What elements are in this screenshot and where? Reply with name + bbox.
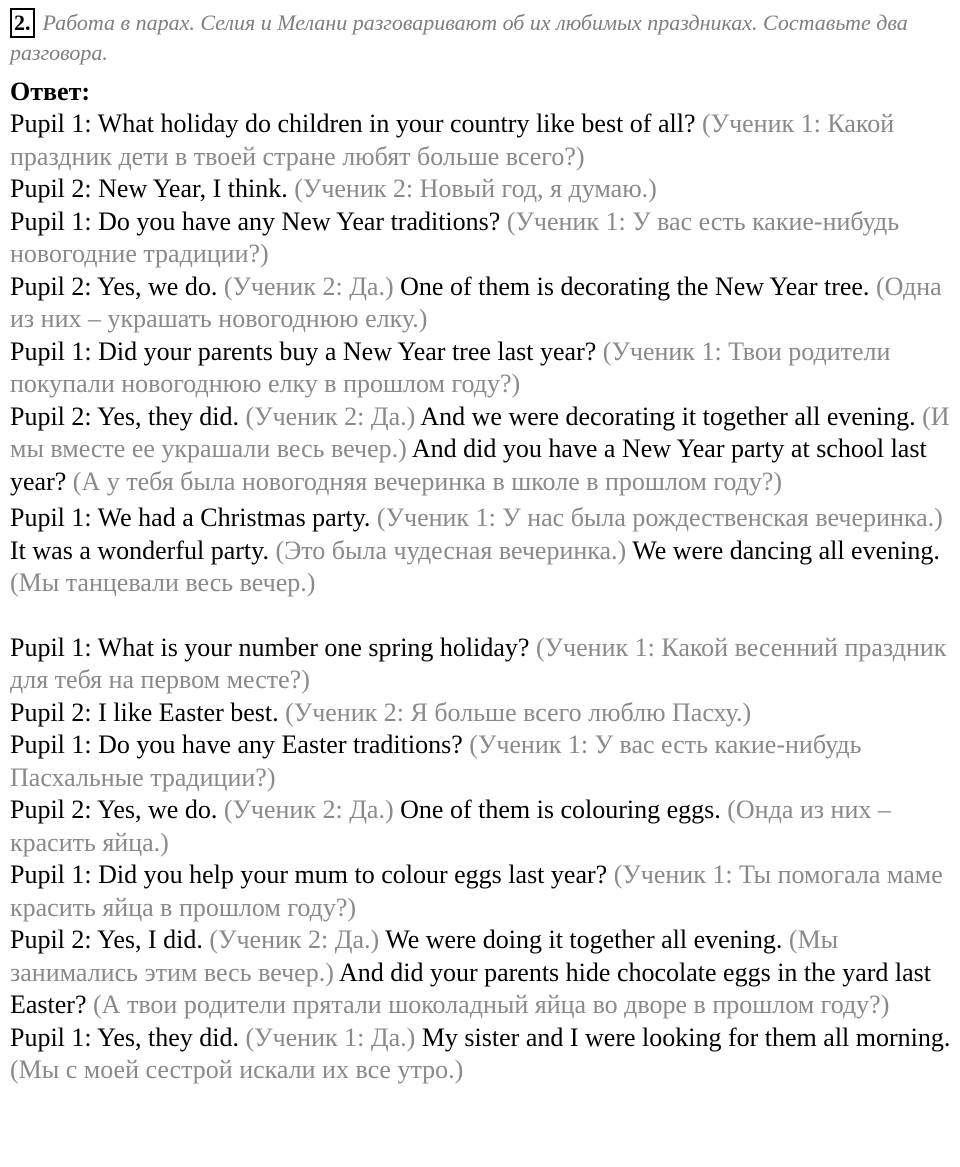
translation-text: (А твои родители прятали шоколадный яйца во дворе в прошлом году?) <box>93 990 890 1019</box>
translation-text: (А у тебя была новогодняя вечеринка в школе в прошлом году?) <box>72 466 783 496</box>
english-text: We were doing it together all evening. <box>385 925 789 954</box>
english-text: Pupil 1: Did you help your mum to colour eggs last year? <box>10 860 614 889</box>
dialogue-line <box>10 502 955 600</box>
translation-text: (Ученик 1: У вас есть какие-нибудь новогодние традиции?) <box>10 206 900 268</box>
translation-text: (Одна из них – украшать новогоднюю елку.) <box>10 271 942 333</box>
dialogue-new-year <box>10 108 955 600</box>
translation-text: (Ученик 2: Да.) <box>209 925 386 954</box>
dialogue-line <box>10 206 955 271</box>
dialogue-line <box>10 794 955 859</box>
english-text: Pupil 2: Yes, we do. <box>10 795 224 824</box>
english-text: Pupil 2: Yes, they did. <box>10 401 246 431</box>
task-header <box>10 8 955 68</box>
dialogue-line <box>10 632 955 697</box>
english-text: Pupil 2: New Year, I think. <box>10 174 295 203</box>
translation-text: (Мы танцевали весь вечер.) <box>10 568 316 597</box>
english-text: It was a wonderful party. <box>10 535 276 565</box>
translation-text: (Мы с моей сестрой искали их все утро.) <box>10 1055 464 1084</box>
english-text: Pupil 1: Do you have any Easter traditions? <box>10 730 470 759</box>
english-text: And did your parents hide chocolate eggs in the yard last Easter? <box>10 957 931 1019</box>
translation-text: (Ученик 2: Да.) <box>245 401 421 431</box>
translation-text: (И мы вместе ее украшали весь вечер.) <box>10 401 950 463</box>
english-text: Pupil 2: I like Easter best. <box>10 697 286 727</box>
dialogue-line <box>10 1022 955 1087</box>
dialogue-line <box>10 336 955 401</box>
task-instruction: Работа в парах. Селия и Мелани разговаривают об их любимых праздниках. Составьте два разговора. <box>10 10 908 65</box>
english-text: One of them is colouring eggs. <box>400 795 728 824</box>
translation-text: (Это была чудесная вечеринка.) <box>275 535 633 565</box>
english-text: And we were decorating it together all evening. <box>420 401 923 431</box>
english-text: One of them is decorating the New Year tree. <box>400 271 876 301</box>
answer-label: Ответ: <box>10 77 91 106</box>
translation-text: (Ученик 1: Какой весенний праздник для тебя на первом месте?) <box>10 632 947 694</box>
english-text: Pupil 2: Yes, I did. <box>10 925 210 954</box>
task-number: 2. <box>10 8 35 38</box>
translation-text: (Ученик 1: Какой праздник дети в твоей стране любят больше всего?) <box>10 109 895 171</box>
translation-text: (Ученик 2: Новый год, я думаю.) <box>294 174 657 203</box>
english-text: Pupil 1: What holiday do children in your country like best of all? <box>10 109 702 138</box>
translation-text: (Ученик 1: Да.) <box>245 1022 422 1052</box>
translation-text: (Ученик 1: У вас есть какие-нибудь Пасхальные традиции?) <box>10 730 862 792</box>
dialogue-line <box>10 859 955 924</box>
dialogue-line <box>10 924 955 1022</box>
english-text: We were dancing all evening. <box>632 535 940 565</box>
english-text: Pupil 1: What is your number one spring holiday? <box>10 632 536 662</box>
translation-text: (Ученик 2: Я больше всего люблю Пасху.) <box>285 697 752 727</box>
english-text: Pupil 1: Do you have any New Year traditions? <box>10 206 507 236</box>
english-text: Pupil 2: Yes, we do. <box>10 271 224 301</box>
translation-text: (Онда из них – красить яйца.) <box>10 795 891 857</box>
translation-text: (Ученик 1: Твои родители покупали новогоднюю елку в прошлом году?) <box>10 336 891 398</box>
dialogue-line <box>10 271 955 336</box>
dialogue-line <box>10 729 955 794</box>
dialogue-separator <box>10 600 955 632</box>
exercise-page <box>10 8 955 1087</box>
translation-text: (Мы занимались этим весь вечер.) <box>10 925 839 987</box>
translation-text: (Ученик 2: Да.) <box>223 795 401 824</box>
dialogue-line <box>10 697 955 730</box>
translation-text: (Ученик 2: Да.) <box>223 271 401 301</box>
english-text: And did you have a New Year party at school last year? <box>10 434 927 496</box>
dialogue-line <box>10 108 955 173</box>
dialogue-easter <box>10 632 955 1087</box>
dialogue-line <box>10 173 955 206</box>
dialogue-line <box>10 401 955 499</box>
english-text: Pupil 1: Yes, they did. <box>10 1022 246 1052</box>
translation-text: (Ученик 1: Ты помогала маме красить яйца в прошлом году?) <box>10 860 943 922</box>
english-text: My sister and I were looking for them all morning. <box>421 1022 951 1052</box>
english-text: Pupil 1: We had a Christmas party. <box>10 503 377 532</box>
translation-text: (Ученик 1: У нас была рождественская вечеринка.) <box>376 503 943 532</box>
english-text: Pupil 1: Did your parents buy a New Year tree last year? <box>10 336 603 366</box>
